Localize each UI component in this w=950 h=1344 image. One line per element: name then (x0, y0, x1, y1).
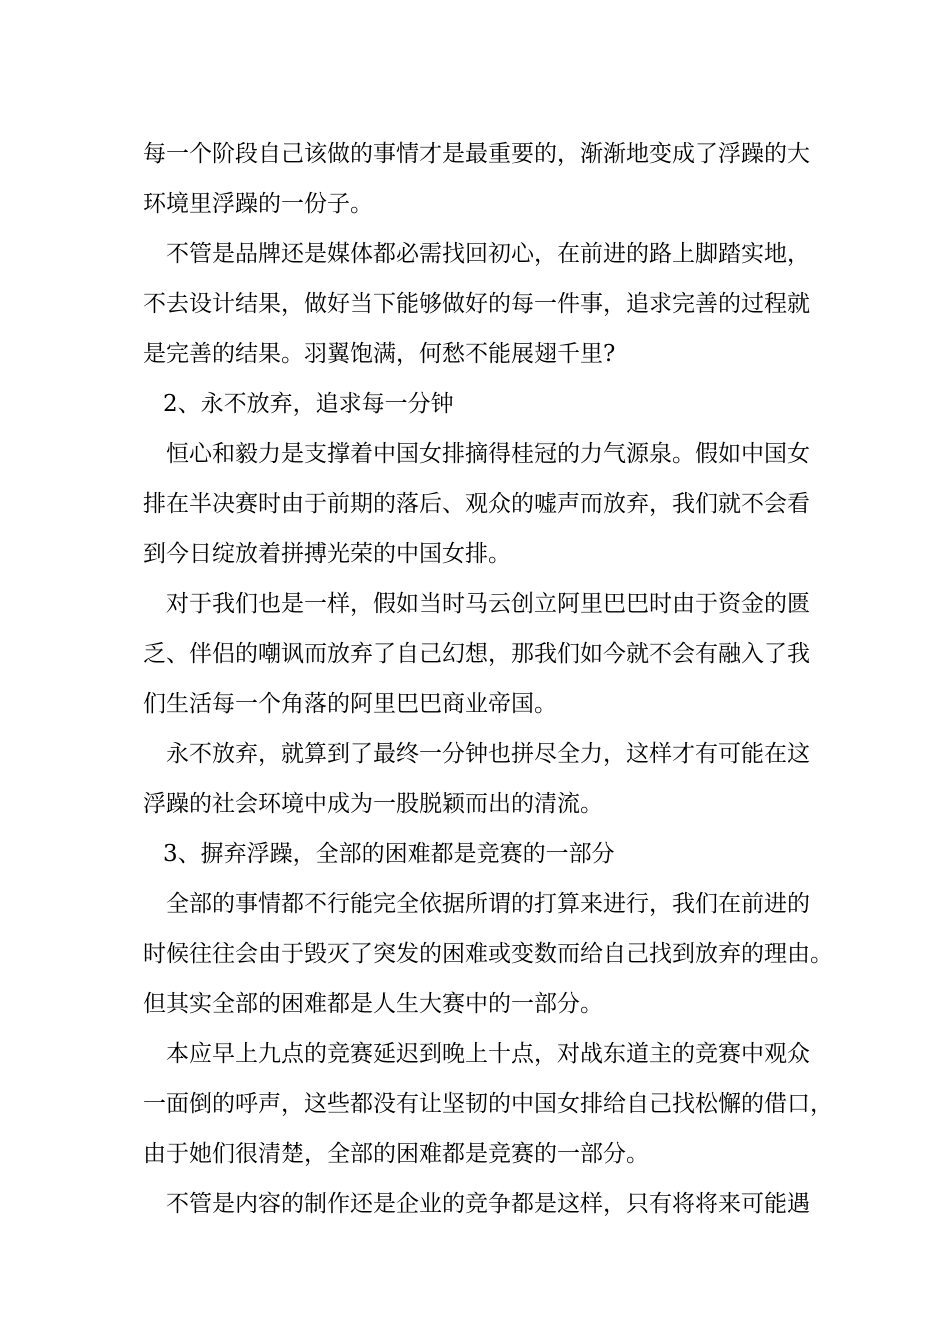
text-line: 但其实全部的困难都是人生大赛中的一部分。 (143, 991, 603, 1017)
text-line: 一面倒的呼声，这些都没有让坚韧的中国女排给自己找松懈的借口， (143, 1091, 833, 1117)
section-heading: 3、摒弃浮躁，全部的困难都是竞赛的一部分 (163, 841, 615, 867)
paragraph-start-line: 永不放弃，就算到了最终一分钟也拼尽全力，这样才有可能在这 (166, 741, 810, 767)
text-line: 不去设计结果，做好当下能够做好的每一件事，追求完善的过程就 (143, 291, 810, 317)
text-line: 们生活每一个角落的阿里巴巴商业帝国。 (143, 691, 557, 717)
paragraph-start-line: 对于我们也是一样，假如当时马云创立阿里巴巴时由于资金的匮 (166, 591, 810, 617)
body-text (143, 129, 833, 1229)
text-line: 时候往往会由于毁灭了突发的困难或变数而给自己找到放弃的理由。 (143, 941, 833, 967)
text-line: 环境里浮躁的一份子。 (143, 191, 373, 217)
paragraph-start-line: 不管是内容的制作还是企业的竞争都是这样，只有将将来可能遇 (166, 1191, 810, 1217)
text-line: 浮躁的社会环境中成为一股脱颖而出的清流。 (143, 791, 603, 817)
text-line: 每一个阶段自己该做的事情才是最重要的，渐渐地变成了浮躁的大 (143, 141, 810, 167)
section-heading: 2、永不放弃，追求每一分钟 (163, 391, 454, 417)
text-line: 是完善的结果。羽翼饱满，何愁不能展翅千里? (143, 341, 616, 367)
text-line: 排在半决赛时由于前期的落后、观众的嘘声而放弃，我们就不会看 (143, 491, 810, 517)
paragraph-start-line: 本应早上九点的竞赛延迟到晚上十点，对战东道主的竞赛中观众 (166, 1041, 810, 1067)
paragraph-start-line: 恒心和毅力是支撑着中国女排摘得桂冠的力气源泉。假如中国女 (166, 441, 810, 467)
text-line: 由于她们很清楚，全部的困难都是竞赛的一部分。 (143, 1141, 649, 1167)
paragraph-start-line: 不管是品牌还是媒体都必需找回初心，在前进的路上脚踏实地， (166, 241, 810, 267)
text-line: 到今日绽放着拼搏光荣的中国女排。 (143, 541, 511, 567)
text-line: 乏、伴侣的嘲讽而放弃了自己幻想，那我们如今就不会有融入了我 (143, 641, 810, 667)
paragraph-start-line: 全部的事情都不行能完全依据所谓的打算来进行，我们在前进的 (166, 891, 810, 917)
